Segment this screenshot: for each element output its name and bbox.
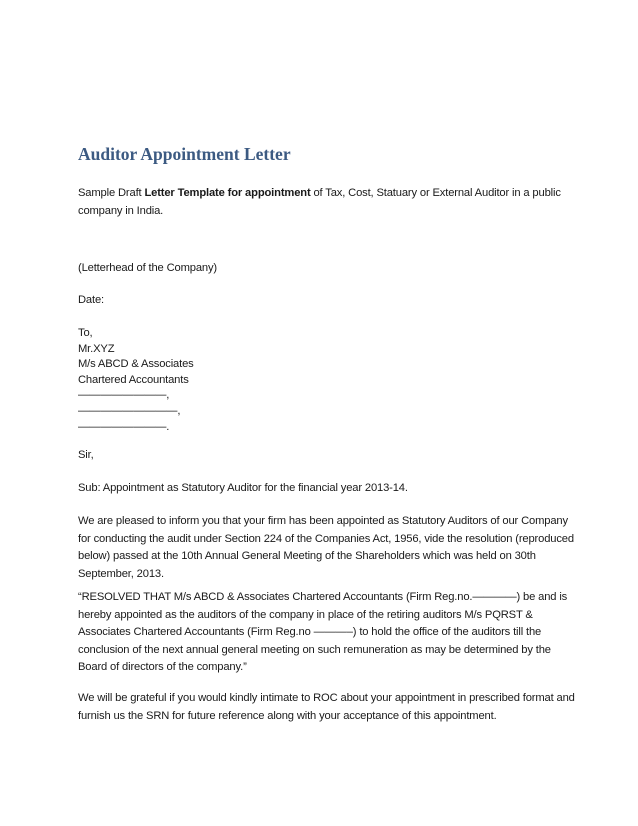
address-name: Mr.XYZ — [78, 342, 115, 355]
address-line-3: ————————. — [78, 420, 170, 433]
page-title: Auditor Appointment Letter — [78, 144, 291, 164]
salutation: Sir, — [78, 449, 94, 461]
address-line-2: —————————, — [78, 404, 181, 417]
body-paragraph-appointment: We are pleased to inform you that your firm has been appointed as Statutory Auditors of our Company for conducting the audit under Section 224 of the Companies Act, 1956, vide the resolution (reproduced below) passed at the 10th Annual General Meeting of the Shareholders which was held on 30th September, 2013. — [78, 515, 574, 580]
body-paragraph-closing: We will be grateful if you would kindly intimate to ROC about your appointment in prescribed format and furnish us the SRN for future reference along with your acceptance of this appointment. — [78, 692, 575, 722]
date-label: Date: — [78, 294, 104, 306]
letterhead-placeholder: (Letterhead of the Company) — [78, 262, 217, 274]
address-designation: Chartered Accountants — [78, 373, 189, 386]
intro-suffix: of Tax, Cost, Statuary or External Auditor in a public company in India. — [78, 187, 561, 217]
intro-prefix: Sample Draft — [78, 187, 145, 199]
subject-line: Sub: Appointment as Statutory Auditor for the financial year 2013-14. — [78, 482, 408, 494]
body-paragraph-resolution: “RESOLVED THAT M/s ABCD & Associates Chartered Accountants (Firm Reg.no.————) be and is hereby appointed as the auditors of the company in place of the retiring auditors M/s PQRST & Associates Chartered Accountants (Firm Reg.no ———–) to hold the office of the auditors till the conclusion of the next annual general meeting on such remuneration as may be determined by the Board of directors of the company.” — [78, 591, 568, 673]
address-firm: M/s ABCD & Associates — [78, 358, 194, 371]
recipient-address — [78, 326, 578, 435]
address-to: To, — [78, 327, 93, 339]
intro-paragraph — [78, 185, 578, 220]
intro-bold-text: Letter Template for appointment — [144, 187, 311, 199]
address-line-1: ————————, — [78, 389, 170, 402]
